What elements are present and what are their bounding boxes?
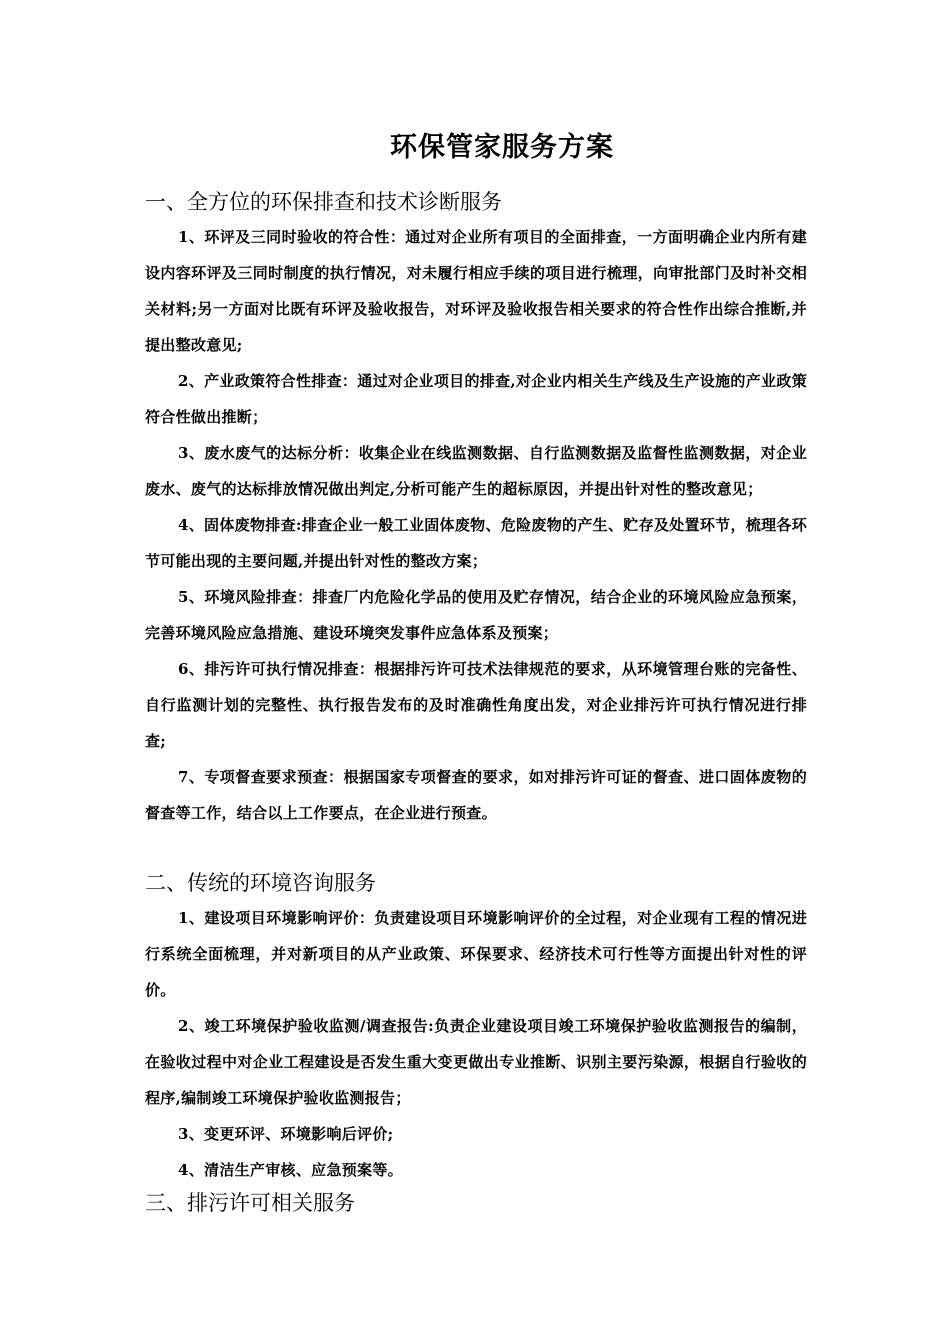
paragraph-1-1: 1、环评及三同时验收的符合性：通过对企业所有项目的全面排查，一方面明确企业内所有建设内容环评及三同时制度的执行情况，对未履行相应手续的项目进行梳理，向审批部门及时补交相关材料;另一方面对比既有环评及验收报告，对环评及验收报告相关要求的符合性作出综合推断,并提出整改意见; [145,228,807,354]
paragraph-2-1: 1、建设项目环境影响评价：负责建设项目环境影响评价的全过程，对企业现有工程的情况进行系统全面梳理，并对新项目的从产业政策、环保要求、经济技术可行性等方面提出针对性的评价。 [145,909,807,999]
section-heading-2: 二、传统的环境咨询服务 [145,871,376,895]
paragraph-1-6: 6、排污许可执行情况排查：根据排污许可技术法律规范的要求，从环境管理台账的完备性、自行监测计划的完整性、执行报告发布的及时准确性角度出发，对企业排污许可执行情况进行排查; [145,660,807,750]
paragraph-1-3: 3、废水废气的达标分析：收集企业在线监测数据、自行监测数据及监督性监测数据，对企业废水、废气的达标排放情况做出判定,分析可能产生的超标原因，并提出针对性的整改意见； [145,444,807,498]
paragraph-1-5: 5、环境风险排查：排查厂内危险化学品的使用及贮存情况，结合企业的环境风险应急预案，完善环境风险应急措施、建设环境突发事件应急体系及预案； [145,588,807,642]
section-heading-3: 三、排污许可相关服务 [145,1191,355,1215]
document-title: 环保管家服务方案 [390,132,614,163]
paragraph-1-4: 4、固体废物排查:排查企业一般工业固体废物、危险废物的产生、贮存及处置环节，梳理各环节可能出现的主要问题,并提出针对性的整改方案； [145,516,807,570]
section-body-1 [145,219,807,831]
paragraph-2-3: 3、变更环评、环境影响后评价; [178,1125,394,1143]
paragraph-1-7: 7、专项督查要求预查：根据国家专项督查的要求，如对排污许可证的督查、进口固体废物的督查等工作，结合以上工作要点，在企业进行预查。 [145,768,807,822]
paragraph-1-2: 2、产业政策符合性排查：通过对企业项目的排查,对企业内相关生产线及生产设施的产业政策符合性做出推断； [145,372,807,426]
paragraph-2-4: 4、清洁生产审核、应急预案等。 [178,1161,403,1179]
section-body-2 [145,900,807,1188]
section-heading-1: 一、全方位的环保排查和技术诊断服务 [145,190,502,214]
paragraph-2-2: 2、竣工环境保护验收监测/调查报告:负责企业建设项目竣工环境保护验收监测报告的编制，在验收过程中对企业工程建设是否发生重大变更做出专业推断、识别主要污染源，根据自行验收的程序,编制竣工环境保护验收监测报告； [145,1017,807,1107]
